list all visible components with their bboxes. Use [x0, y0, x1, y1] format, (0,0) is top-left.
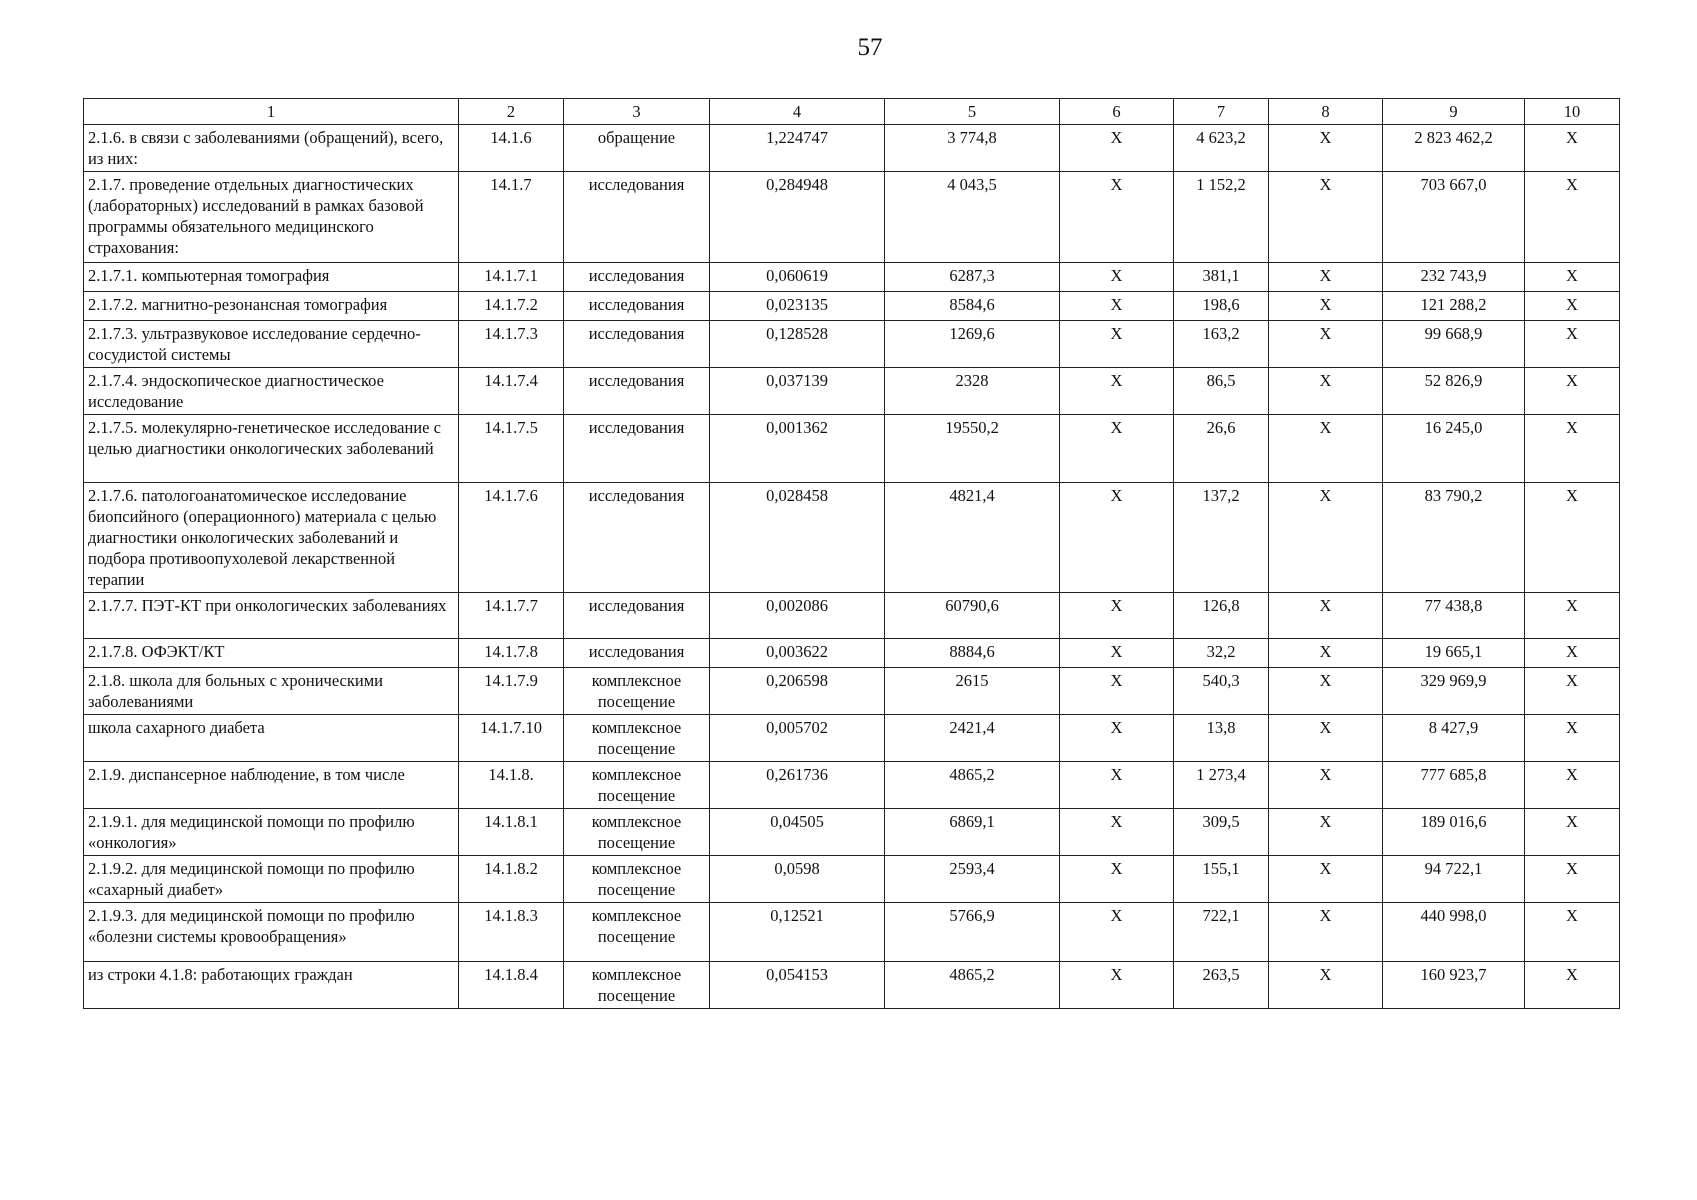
- row-code-cell: 14.1.8.: [459, 762, 564, 809]
- row-norm-cell: 0,003622: [710, 639, 885, 668]
- row-unit-cell: комплексное посещение: [564, 809, 710, 856]
- row-col8-cell: Х: [1269, 715, 1383, 762]
- row-cost-cell: 3 774,8: [885, 125, 1060, 172]
- row-col7-cell: 126,8: [1174, 593, 1269, 639]
- row-cost-cell: 8884,6: [885, 639, 1060, 668]
- row-code-cell: 14.1.7.9: [459, 668, 564, 715]
- column-header: 8: [1269, 99, 1383, 125]
- row-code-cell: 14.1.6: [459, 125, 564, 172]
- column-header: 9: [1383, 99, 1525, 125]
- row-unit-cell: исследования: [564, 263, 710, 292]
- row-norm-cell: 0,12521: [710, 903, 885, 962]
- row-col10-cell: Х: [1525, 263, 1620, 292]
- row-unit-cell: комплексное посещение: [564, 668, 710, 715]
- row-col9-cell: 703 667,0: [1383, 172, 1525, 263]
- row-col10-cell: Х: [1525, 593, 1620, 639]
- row-norm-cell: 0,284948: [710, 172, 885, 263]
- row-col10-cell: Х: [1525, 368, 1620, 415]
- row-col6-cell: Х: [1060, 962, 1174, 1009]
- row-col10-cell: Х: [1525, 172, 1620, 263]
- row-col10-cell: Х: [1525, 415, 1620, 483]
- row-col9-cell: 329 969,9: [1383, 668, 1525, 715]
- column-header: 3: [564, 99, 710, 125]
- row-col7-cell: 137,2: [1174, 483, 1269, 593]
- row-col9-cell: 16 245,0: [1383, 415, 1525, 483]
- row-norm-cell: 0,002086: [710, 593, 885, 639]
- table-row: [84, 962, 1620, 1009]
- row-col7-cell: 1 152,2: [1174, 172, 1269, 263]
- row-col8-cell: Х: [1269, 668, 1383, 715]
- table-row: [84, 172, 1620, 263]
- row-norm-cell: 0,128528: [710, 321, 885, 368]
- row-col9-cell: 99 668,9: [1383, 321, 1525, 368]
- row-cost-cell: 2593,4: [885, 856, 1060, 903]
- row-col6-cell: Х: [1060, 321, 1174, 368]
- row-name-cell: 2.1.7.4. эндоскопическое диагностическое исследование: [84, 368, 459, 415]
- column-header: 5: [885, 99, 1060, 125]
- row-col7-cell: 198,6: [1174, 292, 1269, 321]
- row-name-cell: 2.1.7.2. магнитно-резонансная томография: [84, 292, 459, 321]
- row-unit-cell: обращение: [564, 125, 710, 172]
- row-col6-cell: Х: [1060, 856, 1174, 903]
- row-col10-cell: Х: [1525, 762, 1620, 809]
- row-col9-cell: 121 288,2: [1383, 292, 1525, 321]
- row-cost-cell: 2421,4: [885, 715, 1060, 762]
- row-col10-cell: Х: [1525, 668, 1620, 715]
- row-name-cell: 2.1.7.6. патологоанатомическое исследование биопсийного (операционного) материала с целью диагностики онкологических заболеваний и подбора противоопухолевой лекарственной терапии: [84, 483, 459, 593]
- table-row: [84, 762, 1620, 809]
- row-code-cell: 14.1.7: [459, 172, 564, 263]
- row-col7-cell: 722,1: [1174, 903, 1269, 962]
- row-col8-cell: Х: [1269, 903, 1383, 962]
- table-row: [84, 263, 1620, 292]
- row-col10-cell: Х: [1525, 639, 1620, 668]
- column-header: 1: [84, 99, 459, 125]
- row-code-cell: 14.1.7.8: [459, 639, 564, 668]
- row-col10-cell: Х: [1525, 962, 1620, 1009]
- row-norm-cell: 0,261736: [710, 762, 885, 809]
- row-col8-cell: Х: [1269, 125, 1383, 172]
- row-col7-cell: 381,1: [1174, 263, 1269, 292]
- row-unit-cell: исследования: [564, 593, 710, 639]
- row-col7-cell: 13,8: [1174, 715, 1269, 762]
- header-row: [84, 99, 1620, 125]
- row-col8-cell: Х: [1269, 172, 1383, 263]
- row-cost-cell: 2615: [885, 668, 1060, 715]
- row-norm-cell: 1,224747: [710, 125, 885, 172]
- row-unit-cell: исследования: [564, 483, 710, 593]
- row-col7-cell: 32,2: [1174, 639, 1269, 668]
- row-name-cell: 2.1.7. проведение отдельных диагностических (лабораторных) исследований в рамках базовой программы обязательного медицинского страхования:: [84, 172, 459, 263]
- row-code-cell: 14.1.7.6: [459, 483, 564, 593]
- row-col6-cell: Х: [1060, 762, 1174, 809]
- row-cost-cell: 4 043,5: [885, 172, 1060, 263]
- data-table: [83, 98, 1620, 1009]
- table-row: [84, 593, 1620, 639]
- row-col9-cell: 777 685,8: [1383, 762, 1525, 809]
- row-code-cell: 14.1.7.4: [459, 368, 564, 415]
- row-code-cell: 14.1.8.2: [459, 856, 564, 903]
- row-unit-cell: исследования: [564, 292, 710, 321]
- row-col7-cell: 26,6: [1174, 415, 1269, 483]
- row-col9-cell: 8 427,9: [1383, 715, 1525, 762]
- row-col6-cell: Х: [1060, 263, 1174, 292]
- row-cost-cell: 4821,4: [885, 483, 1060, 593]
- row-col8-cell: Х: [1269, 415, 1383, 483]
- row-col9-cell: 440 998,0: [1383, 903, 1525, 962]
- row-col6-cell: Х: [1060, 809, 1174, 856]
- row-unit-cell: комплексное посещение: [564, 856, 710, 903]
- row-unit-cell: исследования: [564, 639, 710, 668]
- row-col9-cell: 19 665,1: [1383, 639, 1525, 668]
- row-unit-cell: комплексное посещение: [564, 903, 710, 962]
- row-col10-cell: Х: [1525, 125, 1620, 172]
- column-header: 7: [1174, 99, 1269, 125]
- row-name-cell: 2.1.7.5. молекулярно-генетическое исследование с целью диагностики онкологических заболеваний: [84, 415, 459, 483]
- table-row: [84, 639, 1620, 668]
- row-norm-cell: 0,028458: [710, 483, 885, 593]
- row-col9-cell: 52 826,9: [1383, 368, 1525, 415]
- row-cost-cell: 5766,9: [885, 903, 1060, 962]
- row-col9-cell: 2 823 462,2: [1383, 125, 1525, 172]
- row-col8-cell: Х: [1269, 483, 1383, 593]
- row-name-cell: школа сахарного диабета: [84, 715, 459, 762]
- row-cost-cell: 6869,1: [885, 809, 1060, 856]
- row-name-cell: 2.1.7.1. компьютерная томография: [84, 263, 459, 292]
- row-col10-cell: Х: [1525, 483, 1620, 593]
- row-col8-cell: Х: [1269, 292, 1383, 321]
- row-norm-cell: 0,001362: [710, 415, 885, 483]
- row-norm-cell: 0,206598: [710, 668, 885, 715]
- row-col6-cell: Х: [1060, 368, 1174, 415]
- row-col7-cell: 86,5: [1174, 368, 1269, 415]
- row-name-cell: 2.1.7.8. ОФЭКТ/КТ: [84, 639, 459, 668]
- row-cost-cell: 60790,6: [885, 593, 1060, 639]
- row-col8-cell: Х: [1269, 368, 1383, 415]
- row-col10-cell: Х: [1525, 856, 1620, 903]
- row-col7-cell: 1 273,4: [1174, 762, 1269, 809]
- row-col6-cell: Х: [1060, 125, 1174, 172]
- row-norm-cell: 0,0598: [710, 856, 885, 903]
- row-col8-cell: Х: [1269, 593, 1383, 639]
- row-code-cell: 14.1.7.1: [459, 263, 564, 292]
- row-cost-cell: 19550,2: [885, 415, 1060, 483]
- row-name-cell: 2.1.7.7. ПЭТ-КТ при онкологических заболеваниях: [84, 593, 459, 639]
- row-col7-cell: 163,2: [1174, 321, 1269, 368]
- row-col9-cell: 189 016,6: [1383, 809, 1525, 856]
- row-col8-cell: Х: [1269, 762, 1383, 809]
- row-col10-cell: Х: [1525, 715, 1620, 762]
- table-row: [84, 125, 1620, 172]
- row-name-cell: 2.1.9. диспансерное наблюдение, в том числе: [84, 762, 459, 809]
- column-header: 4: [710, 99, 885, 125]
- row-col6-cell: Х: [1060, 415, 1174, 483]
- row-col8-cell: Х: [1269, 809, 1383, 856]
- row-unit-cell: комплексное посещение: [564, 762, 710, 809]
- table-row: [84, 668, 1620, 715]
- row-col8-cell: Х: [1269, 263, 1383, 292]
- row-name-cell: из строки 4.1.8: работающих граждан: [84, 962, 459, 1009]
- table-row: [84, 368, 1620, 415]
- row-code-cell: 14.1.8.4: [459, 962, 564, 1009]
- row-col9-cell: 160 923,7: [1383, 962, 1525, 1009]
- page-number: 57: [857, 34, 883, 61]
- table-body: [84, 125, 1620, 1009]
- row-code-cell: 14.1.7.2: [459, 292, 564, 321]
- row-unit-cell: комплексное посещение: [564, 962, 710, 1009]
- row-col9-cell: 77 438,8: [1383, 593, 1525, 639]
- row-norm-cell: 0,054153: [710, 962, 885, 1009]
- row-col8-cell: Х: [1269, 321, 1383, 368]
- row-col10-cell: Х: [1525, 809, 1620, 856]
- row-col6-cell: Х: [1060, 593, 1174, 639]
- row-name-cell: 2.1.6. в связи с заболеваниями (обращений), всего, из них:: [84, 125, 459, 172]
- row-name-cell: 2.1.7.3. ультразвуковое исследование сердечно-сосудистой системы: [84, 321, 459, 368]
- table-row: [84, 903, 1620, 962]
- row-cost-cell: 6287,3: [885, 263, 1060, 292]
- row-cost-cell: 8584,6: [885, 292, 1060, 321]
- row-unit-cell: исследования: [564, 368, 710, 415]
- row-col7-cell: 540,3: [1174, 668, 1269, 715]
- row-norm-cell: 0,023135: [710, 292, 885, 321]
- row-col7-cell: 263,5: [1174, 962, 1269, 1009]
- row-col6-cell: Х: [1060, 639, 1174, 668]
- table-row: [84, 483, 1620, 593]
- column-header: 10: [1525, 99, 1620, 125]
- column-header: 6: [1060, 99, 1174, 125]
- row-col6-cell: Х: [1060, 292, 1174, 321]
- row-col8-cell: Х: [1269, 639, 1383, 668]
- row-code-cell: 14.1.8.1: [459, 809, 564, 856]
- table-row: [84, 415, 1620, 483]
- row-col9-cell: 94 722,1: [1383, 856, 1525, 903]
- row-col9-cell: 232 743,9: [1383, 263, 1525, 292]
- row-col6-cell: Х: [1060, 668, 1174, 715]
- row-unit-cell: комплексное посещение: [564, 715, 710, 762]
- row-cost-cell: 2328: [885, 368, 1060, 415]
- row-col10-cell: Х: [1525, 321, 1620, 368]
- row-code-cell: 14.1.7.3: [459, 321, 564, 368]
- row-col7-cell: 4 623,2: [1174, 125, 1269, 172]
- row-unit-cell: исследования: [564, 321, 710, 368]
- row-col6-cell: Х: [1060, 483, 1174, 593]
- row-name-cell: 2.1.9.1. для медицинской помощи по профилю «онкология»: [84, 809, 459, 856]
- row-code-cell: 14.1.7.7: [459, 593, 564, 639]
- row-unit-cell: исследования: [564, 415, 710, 483]
- row-cost-cell: 4865,2: [885, 762, 1060, 809]
- row-col6-cell: Х: [1060, 715, 1174, 762]
- row-col8-cell: Х: [1269, 962, 1383, 1009]
- column-header: 2: [459, 99, 564, 125]
- row-code-cell: 14.1.7.10: [459, 715, 564, 762]
- table-row: [84, 715, 1620, 762]
- row-cost-cell: 4865,2: [885, 962, 1060, 1009]
- row-unit-cell: исследования: [564, 172, 710, 263]
- row-col8-cell: Х: [1269, 856, 1383, 903]
- row-col10-cell: Х: [1525, 292, 1620, 321]
- row-col7-cell: 309,5: [1174, 809, 1269, 856]
- table-row: [84, 321, 1620, 368]
- table-row: [84, 856, 1620, 903]
- row-norm-cell: 0,060619: [710, 263, 885, 292]
- row-norm-cell: 0,005702: [710, 715, 885, 762]
- row-norm-cell: 0,037139: [710, 368, 885, 415]
- row-col10-cell: Х: [1525, 903, 1620, 962]
- row-col7-cell: 155,1: [1174, 856, 1269, 903]
- row-col9-cell: 83 790,2: [1383, 483, 1525, 593]
- row-norm-cell: 0,04505: [710, 809, 885, 856]
- row-col6-cell: Х: [1060, 172, 1174, 263]
- row-cost-cell: 1269,6: [885, 321, 1060, 368]
- row-name-cell: 2.1.8. школа для больных с хроническими заболеваниями: [84, 668, 459, 715]
- row-col6-cell: Х: [1060, 903, 1174, 962]
- row-name-cell: 2.1.9.3. для медицинской помощи по профилю «болезни системы кровообращения»: [84, 903, 459, 962]
- table-row: [84, 809, 1620, 856]
- row-code-cell: 14.1.8.3: [459, 903, 564, 962]
- row-name-cell: 2.1.9.2. для медицинской помощи по профилю «сахарный диабет»: [84, 856, 459, 903]
- row-code-cell: 14.1.7.5: [459, 415, 564, 483]
- table-row: [84, 292, 1620, 321]
